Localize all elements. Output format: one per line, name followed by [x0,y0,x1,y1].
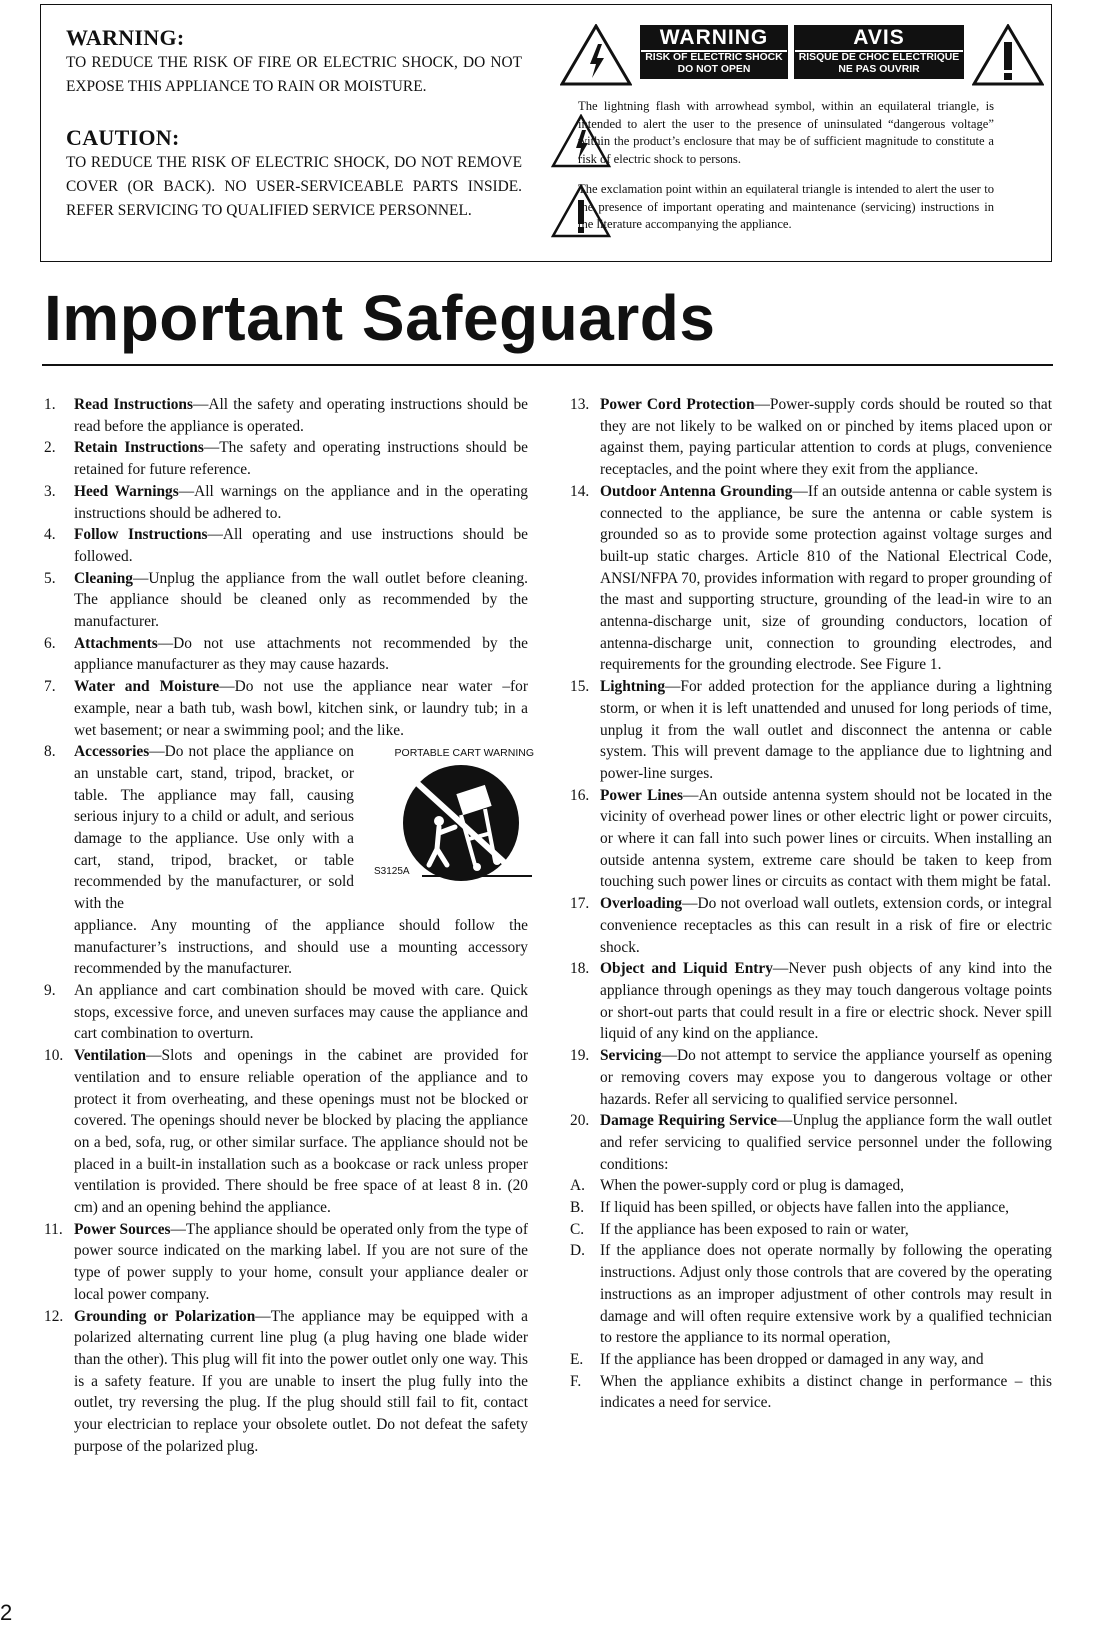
item-number: 4. [44,526,56,544]
item-number: 6. [44,634,56,652]
item-8-text-continued: appliance. Any mounting of the appliance should follow the manufacturer’s instructions, and should use a mounting accessory recommended by the manufacturer. [74,916,528,978]
exclamation-description: The exclamation point within an equilateral triangle is intended to alert the user to the presence of important operating and maintenance (servicing) instructions in the literature accompanying the appliance. [578,182,994,231]
item-text: —Slots and openings in the cabinet are provided for ventilation and to ensure reliable operation of the appliance and to protect it from overheating, and these openings must not be blocked or covered. The openings should never be blocked by placing the appliance on a bed, sofa, rug, or other similar surface. The appliance should not be placed in a built-in installation such as a bookcase or rack unless proper ventilation is provided. There should be free space of at least 8 in. (20 cm) and an opening behind the appliance. [74,1047,528,1217]
item-title: Power Cord Protection [600,396,755,413]
list-item [570,1240,1052,1349]
item-text: —Never push objects of any kind into the appliance through openings as they may touch dangerous voltage points or short-out parts that could result in a fire or electric shock. Never spill liquid of any kind on the appliance. [600,960,1052,1043]
item-number: 12. [44,1307,64,1325]
item-title: Lightning [600,678,666,696]
item-title: Ventilation [74,1047,147,1065]
exclamation-triangle-icon [972,24,1044,86]
list-item [44,633,528,676]
item-number: 2. [44,439,56,457]
list-item [570,1175,1052,1197]
item-title: Power Sources [74,1220,171,1238]
item-text: —Power-supply cords should be routed so that they are not likely to be walked on or pinched by items placed upon or against them, paying particular attention to cords at plugs, convenience receptacles, and the point where they exit from the appliance. [600,396,1052,479]
item-text: —Do not use the appliance near water –for example, near a bath tub, wash bowl, kitchen sink, or laundry tub; in a wet basement; or near a swimming pool; and the like. [74,678,528,739]
item-text: If the appliance has been dropped or damaged in any way, and [600,1350,984,1368]
item-title: Power Lines [600,786,683,804]
avis-label-line2: NE PAS OUVRIR [838,64,920,75]
warning-label-line1: RISK OF ELECTRIC SHOCK [645,52,783,63]
title-rule [42,364,1053,366]
list-item [44,437,528,480]
item-number: 13. [570,396,590,413]
item-text: —The appliance should be operated only from the type of power source indicated on the marking label. If you are not sure of the type of power supply to your home, consult your appliance dealer or local power company. [74,1220,528,1303]
warning-title: WARNING: [66,25,185,50]
cart-figure-code: S3125A [374,866,410,878]
item-number: 15. [570,678,590,696]
item-text: —An outside antenna system should not be located in the vicinity of overhead power lines or other electric light or power circuits, or where it can fall into such power lines or circuits. When installing an outside antenna system, extreme care should be taken to keep from touching such power lines or circuits as contact with them might be fatal. [600,786,1052,891]
item-text: When the power-supply cord or plug is damaged, [600,1177,905,1195]
cart-ground-line [422,875,532,877]
item-text: —All warnings on the appliance and in the operating instructions should be adhered to. [74,482,528,522]
item-number: 11. [44,1220,63,1238]
item-text: —All the safety and operating instructions should be read before the appliance is operated. [74,396,528,435]
item-title: Outdoor Antenna Grounding [600,482,793,500]
item-title: Object and Liquid Entry [600,960,773,978]
left-column [44,394,534,1457]
item-text: —Do not overload wall outlets, extension cords, or integral convenience receptacles as this can result in a risk of fire or electric shock. [600,895,1052,956]
lightning-description: The lightning flash with arrowhead symbol, within an equilateral triangle, is intended to alert the user to the presence of uninsulated “dangerous voltage” within the product’s enclosure that may be of sufficient magnitude to constitute a risk of electric shock to persons. [578,99,994,166]
item-title: Water and Moisture [74,678,220,696]
list-item [44,1306,528,1458]
right-column [570,394,1052,1414]
left-items-list-continued [44,980,528,1457]
item-number: 18. [570,960,590,978]
list-item [570,785,1052,894]
list-item [570,481,1052,676]
caution-text: TO REDUCE THE RISK OF ELECTRIC SHOCK, DO NOT REMOVE COVER (OR BACK). NO USER-SERVICEABLE PARTS INSIDE. REFER SERVICING TO QUALIFIED SERVICE PERSONNEL. [66,154,522,219]
item-number: C. [570,1220,585,1238]
item-text: When the appliance exhibits a distinct change in performance – this indicates a need for service. [600,1372,1052,1412]
warning-label-line2: DO NOT OPEN [677,64,751,75]
item-text: —Do not attempt to service the appliance yourself as opening or removing covers may expose you to dangerous voltage or other hazards. Refer all servicing to qualified service personnel. [600,1047,1052,1108]
item-title: Attachments [74,634,158,652]
warning-caution-block [66,25,522,223]
item-text: —Unplug the appliance from the wall outlet before cleaning. The appliance should be cleaned only as recommended by the manufacturer. [74,569,528,631]
item-number: 20. [570,1112,590,1130]
item-text: If the appliance has been exposed to rain or water, [600,1220,909,1238]
item-number: 1. [44,396,56,413]
item-text: —For added protection for the appliance during a lightning storm, or when it is left unattended and unused for long periods of time, unplug it from the wall outlet and disconnect the antenna or cable system. This will prevent damage to the appliance due to lightning and power-line surges. [600,678,1052,782]
item-number: D. [570,1242,585,1260]
item-title: Retain Instructions [74,439,204,457]
item-text: —Do not use attachments not recommended by the appliance manufacturer as they may cause hazards. [74,634,528,674]
right-items-list [570,394,1052,1414]
avis-label-line1: RISQUE DE CHOC ELECTRIQUE [798,52,960,63]
item-number: 14. [570,482,590,500]
lightning-triangle-icon [560,24,632,86]
list-item [570,1371,1052,1414]
item-number: 19. [570,1047,590,1065]
list-item [570,1045,1052,1110]
item-number: F. [570,1372,582,1390]
item-8-text [74,741,354,915]
list-item [44,481,528,524]
item-text: —Unplug the appliance form the wall outlet and refer servicing to qualified service personnel under the following conditions: [600,1112,1053,1173]
list-item [570,1110,1052,1175]
list-item-8 [44,741,534,980]
item-title: Cleaning [74,569,134,587]
item-number: 3. [44,482,56,500]
list-item [570,1219,1052,1241]
list-item [570,958,1052,1045]
item-title: Heed Warnings [74,482,179,500]
list-item [44,1045,528,1219]
list-item [44,568,528,633]
warning-label [640,25,788,79]
item-number: 8. [44,743,56,761]
list-item [570,676,1052,785]
item-number: B. [570,1199,585,1217]
item-text: —The safety and operating instructions should be retained for future reference. [74,439,528,479]
item-text: If liquid has been spilled, or objects have fallen into the appliance, [600,1199,1010,1217]
portable-cart-warning-figure [374,743,534,893]
list-item [570,893,1052,958]
list-item [570,394,1052,481]
item-text: If the appliance does not operate normally by following the operating instructions. Adjust only those controls that are covered by the operating instructions as an improper adjustment of other controls may result in damage and will often require extensive work by a qualified technician to restore the appliance to its normal operation, [600,1242,1052,1347]
item-number: A. [570,1177,585,1195]
item-number: 7. [44,678,56,696]
item-title: Grounding or Polarization [74,1307,256,1325]
item-number: 10. [44,1047,64,1065]
warning-label-title: WARNING [641,26,787,52]
item-text: —All operating and use instructions should be followed. [74,526,528,565]
cart-warning-caption: PORTABLE CART WARNING [394,747,534,760]
item-text: —The appliance may be equipped with a polarized alternating current line plug (a plug having one blade wider than the other). This plug will fit into the power outlet only one way. This is a safety feature. If you are unable to insert the plug fully into the outlet, try reversing the plug. If the plug should still fail to fit, contact your electrician to replace your obsolete outlet. Do not defeat the safety purpose of the polarized plug. [74,1307,528,1455]
warning-text: TO REDUCE THE RISK OF FIRE OR ELECTRIC SHOCK, DO NOT EXPOSE THIS APPLIANCE TO RAIN OR MOISTURE. [66,54,522,95]
item-title: Accessories [74,743,150,761]
list-item [44,676,528,741]
page-title: Important Safeguards [44,282,716,354]
item-number: E. [570,1350,584,1368]
item-text: —Do not place the appliance on an unstable cart, stand, tripod, bracket, or table. The appliance may fall, causing serious injury to a child or adult, and serious damage to the appliance. Use only with a cart, stand, tripod, bracket, or table recommended by the manufacturer, or sold with the [74,743,354,913]
item-number: 16. [570,786,590,804]
list-item [570,1349,1052,1371]
item-text: An appliance and cart combination should be moved with care. Quick stops, excessive force, and uneven surfaces may cause the appliance and cart combination to overturn. [74,981,528,1043]
item-number: 17. [570,895,590,913]
page-number: 2 [0,1600,13,1625]
item-title: Follow Instructions [74,526,208,544]
list-item [570,1197,1052,1219]
item-title: Overloading [600,895,683,913]
list-item [44,394,528,437]
list-item [44,524,528,567]
item-title: Servicing [600,1047,662,1065]
avis-label-title: AVIS [795,26,963,52]
item-title: Damage Requiring Service [600,1112,777,1130]
left-items-list [44,394,528,741]
item-number: 5. [44,569,56,587]
list-item [44,980,528,1045]
item-number: 9. [44,981,56,999]
avis-label [794,25,964,79]
list-item [44,1219,528,1306]
item-text: —If an outside antenna or cable system is connected to the appliance, be sure the antenna or cable system is grounded so as to provide some protection against voltage surges and built-up static charges. Article 810 of the National Electrical Code, ANSI/NFPA 70, provides information with regard to proper grounding of the mast and supporting structure, grounding of the lead-in wire to an antenna-discharge unit, size of grounding conductors, location of antenna-discharge unit, connection to grounding electrodes, and requirements for the grounding electrode. See Figure 1. [600,482,1052,674]
cart-tipover-icon [399,761,529,891]
item-title: Read Instructions [74,396,193,413]
caution-title: CAUTION: [66,125,180,150]
